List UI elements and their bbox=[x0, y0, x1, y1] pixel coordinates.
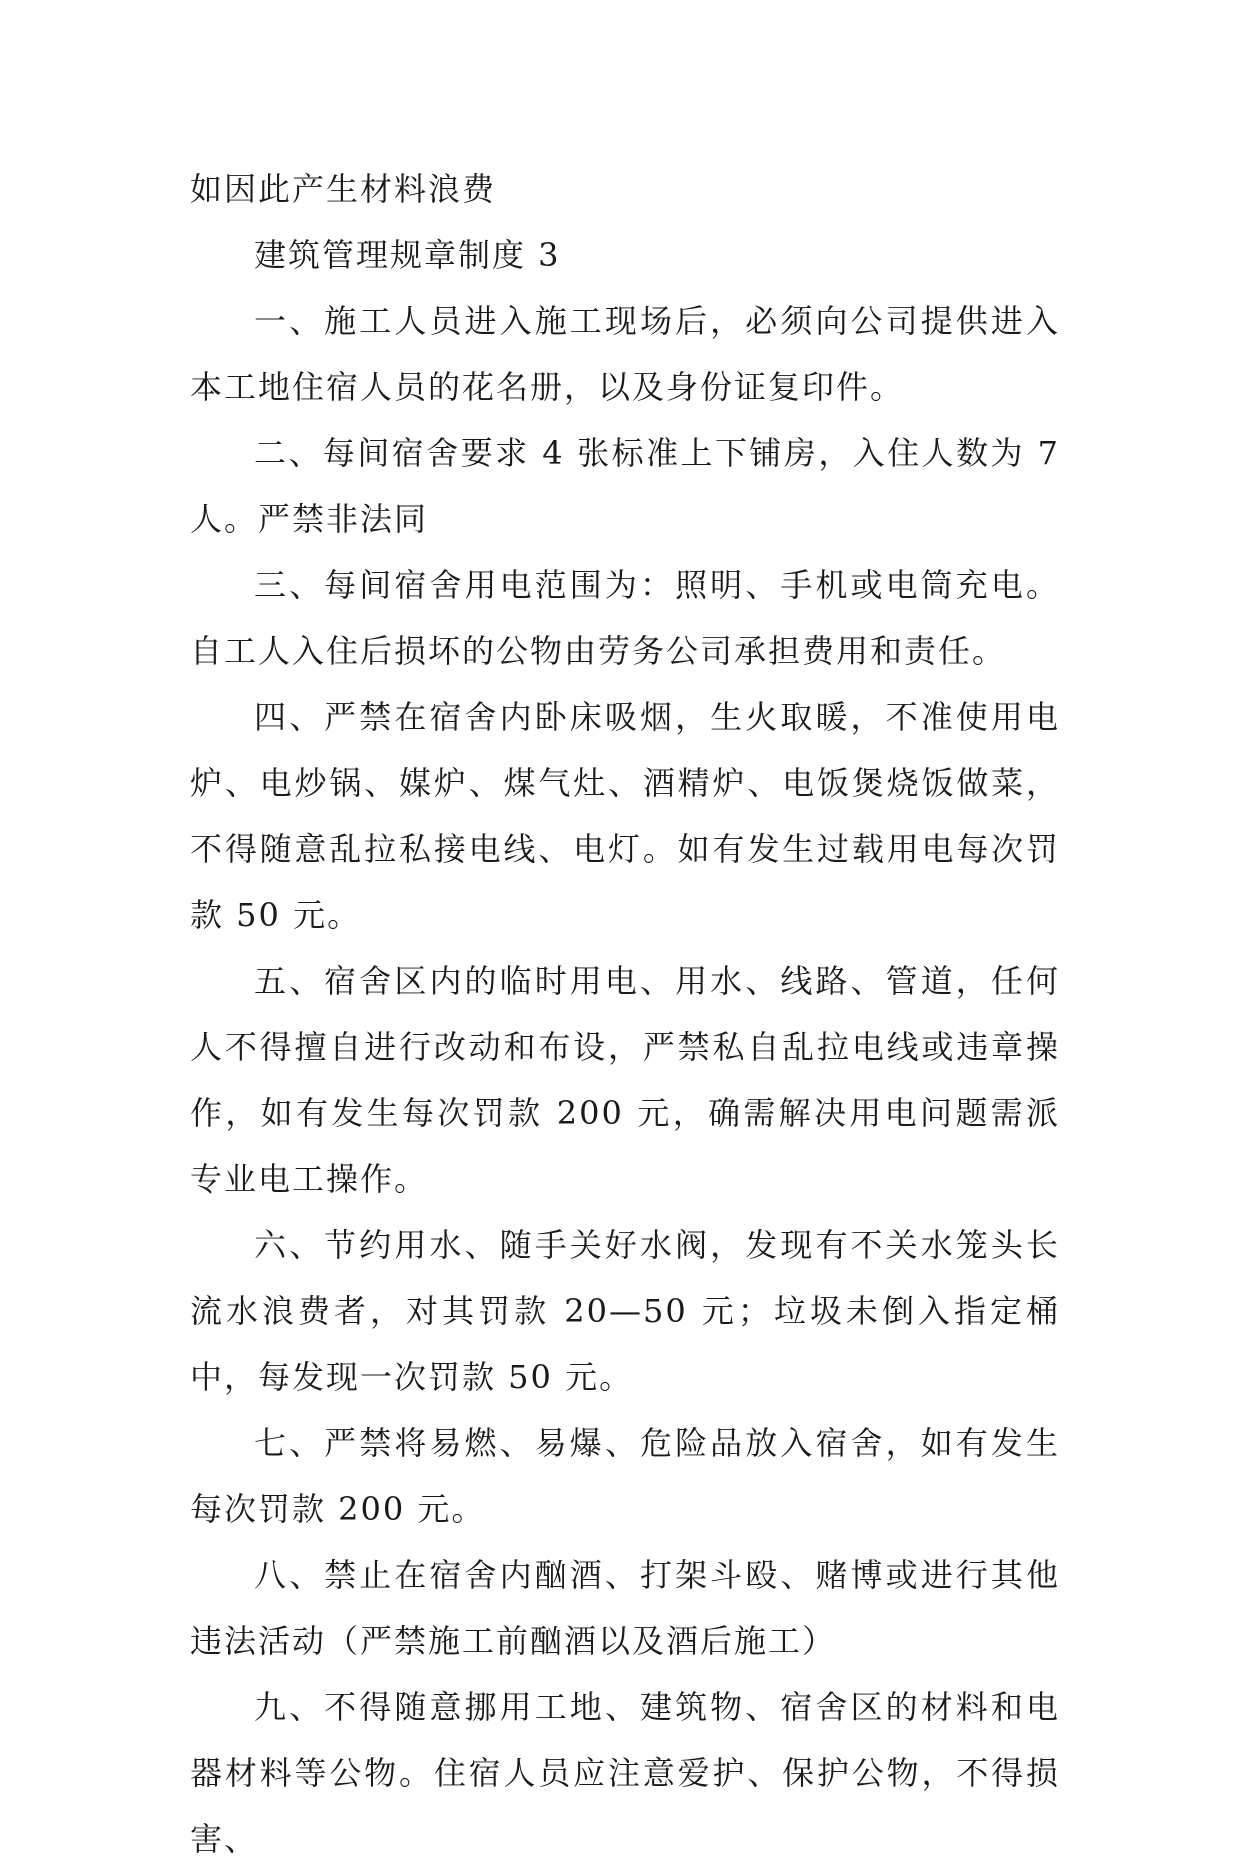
clause-2: 二、每间宿舍要求 4 张标准上下铺房，入住人数为 7 人。严禁非法同 bbox=[190, 434, 1060, 538]
clause-8: 八、禁止在宿舍内酗酒、打架斗殴、赌博或进行其他违法活动（严禁施工前酗酒以及酒后施工） bbox=[190, 1556, 1060, 1660]
clause-6: 六、节约用水、随手关好水阀，发现有不关水笼头长流水浪费者，对其罚款 20—50 元；垃圾未倒入指定桶中，每发现一次罚款 50 元。 bbox=[190, 1226, 1060, 1396]
clause-5: 五、宿舍区内的临时用电、用水、线路、管道，任何人不得擅自进行改动和布设，严禁私自乱拉电线或违章操作，如有发生每次罚款 200 元，确需解决用电问题需派专业电工操作。 bbox=[190, 962, 1060, 1198]
clause-3: 三、每间宿舍用电范围为：照明、手机或电筒充电。自工人入住后损坏的公物由劳务公司承担费用和责任。 bbox=[190, 566, 1060, 670]
clause-7: 七、严禁将易燃、易爆、危险品放入宿舍，如有发生每次罚款 200 元。 bbox=[190, 1424, 1060, 1528]
clause-1: 一、施工人员进入施工现场后，必须向公司提供进入本工地住宿人员的花名册，以及身份证复印件。 bbox=[190, 302, 1060, 406]
clause-9: 九、不得随意挪用工地、建筑物、宿舍区的材料和电器材料等公物。住宿人员应注意爱护、保护公物，不得损害、 bbox=[190, 1688, 1060, 1858]
lead-fragment: 如因此产生材料浪费 bbox=[190, 170, 497, 208]
clause-4: 四、严禁在宿舍内卧床吸烟，生火取暖，不准使用电炉、电炒锅、媒炉、煤气灶、酒精炉、电饭煲烧饭做菜，不得随意乱拉私接电线、电灯。如有发生过载用电每次罚款 50 元。 bbox=[190, 698, 1060, 934]
document-body bbox=[190, 156, 1060, 1872]
section-title: 建筑管理规章制度 3 bbox=[254, 236, 561, 274]
